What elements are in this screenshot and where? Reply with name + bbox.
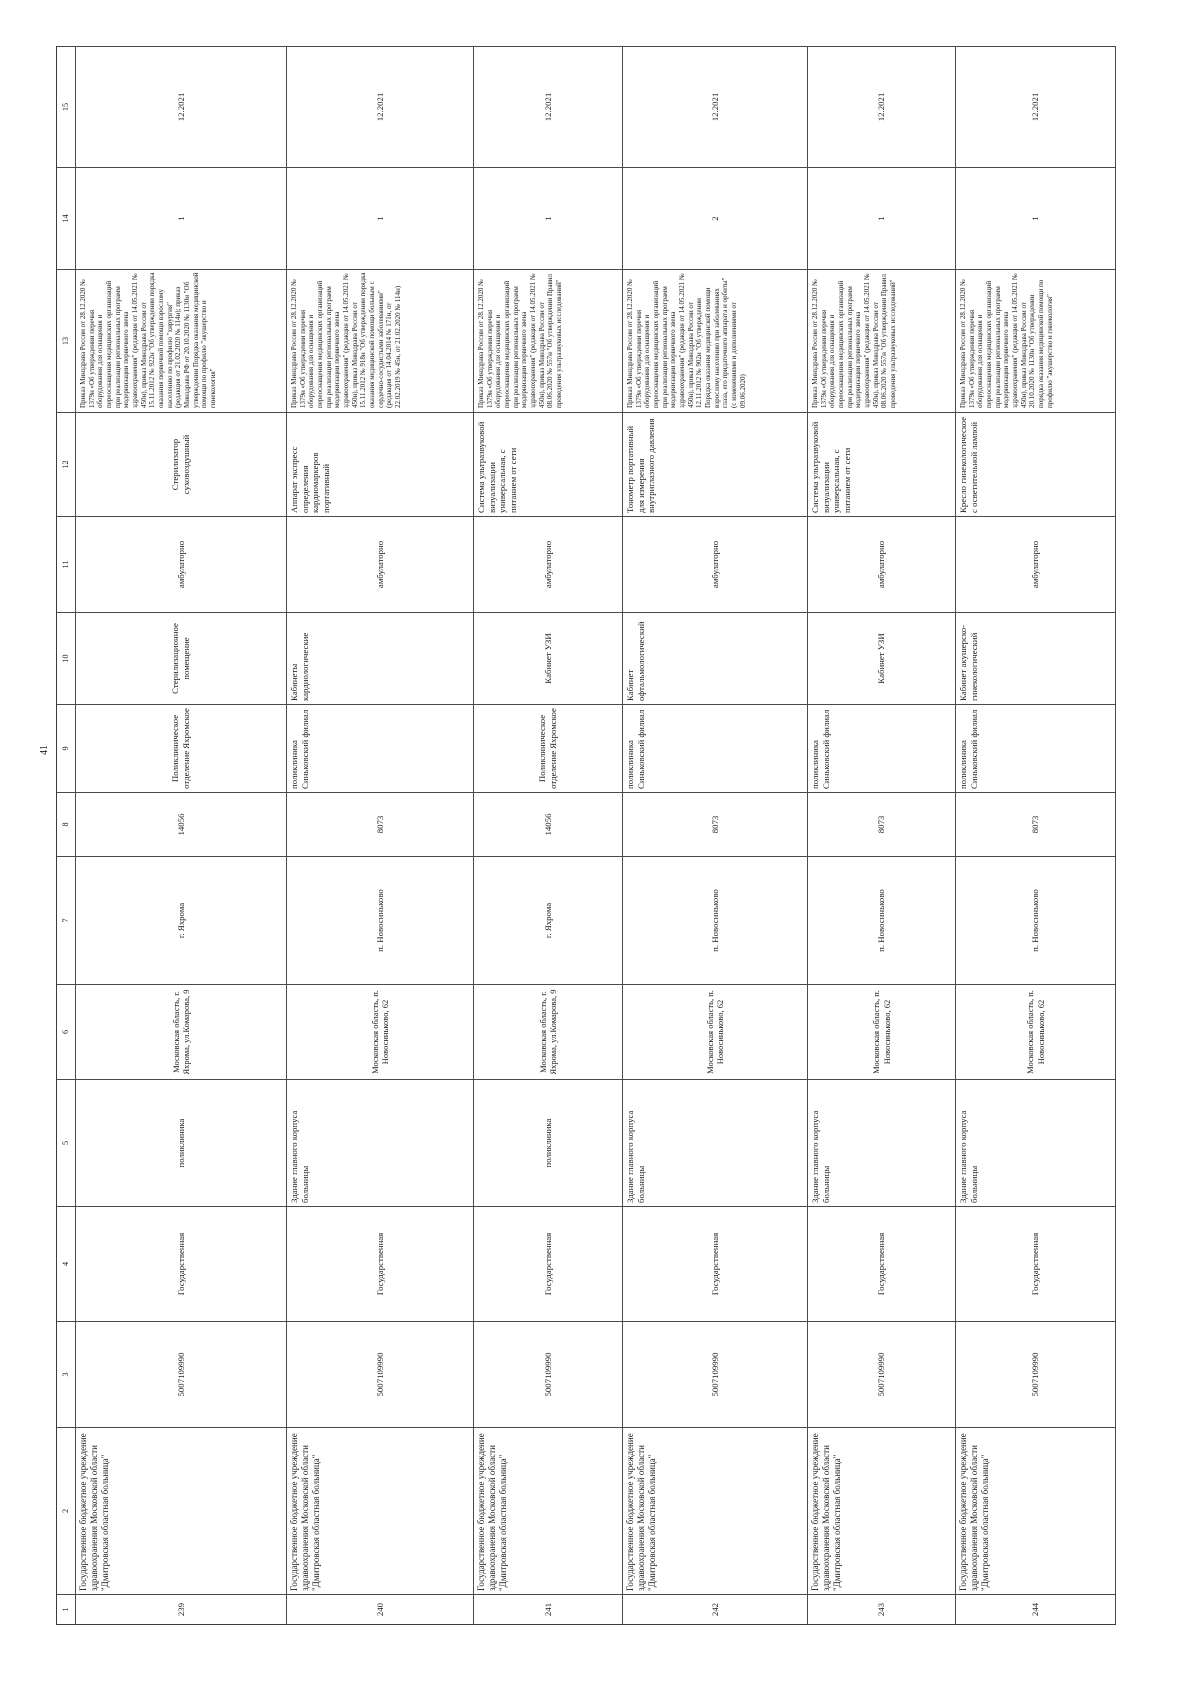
row242-room: Кабинет офтальмологический: [623, 612, 808, 704]
row241-inn: 5007109990: [474, 1321, 623, 1427]
col-header-10: 10: [57, 612, 76, 704]
row242-building: Здание главного корпуса больницы: [623, 1079, 808, 1206]
row239-address: Московская область, г. Яхрома, ул.Комарова, 9: [76, 984, 287, 1079]
row240-organization: Государственное бюджетное учреждение здравоохранения Московской области "Дмитровская областная больница": [287, 1427, 474, 1594]
page-number: 41: [39, 745, 50, 755]
row239-care-type: амбулаторно: [76, 516, 287, 612]
col-header-15: 15: [57, 46, 76, 167]
row240-quantity: 1: [287, 167, 474, 269]
row240-num: 240: [287, 1594, 474, 1624]
row243-address: Московская область, п. Новосиньково, 62: [808, 984, 956, 1079]
row240-address: Московская область, п. Новосиньково, 62: [287, 984, 474, 1079]
row242-legal-basis: Приказ Минздрава России от 28.12.2020 № 1379н «Об утверждении перечня оборудования для оснащения и переоснащения медицинских организаций при реализации региональных программ модернизации первичного звена здравоохранения" (редакция от 14.05.2021 № 450н), приказ Минздрава России от 12.11.2012 № 902н "Об утверждении Порядка оказания медицинской помощи взрослому населению при заболеваниях глаза, его придаточного аппарата и орбиты" (с изменениями и дополнениями от 09.06.2020): [623, 269, 808, 412]
col-header-8: 8: [57, 792, 76, 856]
row240-care-type: амбулаторно: [287, 516, 474, 612]
row243-quantity: 1: [808, 167, 956, 269]
row243-settlement: п. Новосиньково: [808, 856, 956, 984]
row244-ownership: Государственная: [956, 1206, 1116, 1321]
row243-ownership: Государственная: [808, 1206, 956, 1321]
row239-num: 239: [76, 1594, 287, 1624]
row242-quantity: 2: [623, 167, 808, 269]
row243-care-type: амбулаторно: [808, 516, 956, 612]
row241-room: Кабинет УЗИ: [474, 612, 623, 704]
row241-quantity: 1: [474, 167, 623, 269]
row242-equipment: Тонометр портативный для измерения внутриглазного давления: [623, 412, 808, 516]
row244-organization: Государственное бюджетное учреждение здравоохранения Московской области "Дмитровская областная больница": [956, 1427, 1116, 1594]
row239-equipment: Стерилизатор суховоздушный: [76, 412, 287, 516]
col-header-1: 1: [57, 1594, 76, 1624]
row241-ownership: Государственная: [474, 1206, 623, 1321]
col-header-14: 14: [57, 167, 76, 269]
row240-ownership: Государственная: [287, 1206, 474, 1321]
row244-address: Московская область, п. Новосиньково, 62: [956, 984, 1116, 1079]
col-header-4: 4: [57, 1206, 76, 1321]
row242-organization: Государственное бюджетное учреждение здравоохранения Московской области "Дмитровская областная больница": [623, 1427, 808, 1594]
row241-date: 12.2021: [474, 46, 623, 167]
row242-ownership: Государственная: [623, 1206, 808, 1321]
col-header-12: 12: [57, 412, 76, 516]
row242-settlement: п. Новосиньково: [623, 856, 808, 984]
row242-code: 8073: [623, 792, 808, 856]
row241-code: 14056: [474, 792, 623, 856]
row240-department: поликлиника Синьковский филиал: [287, 704, 474, 792]
row243-equipment: Система ультразвуковой визуализации универсальная, с питанием от сети: [808, 412, 956, 516]
row244-equipment: Кресло гинекологическое с осветительной лампой: [956, 412, 1116, 516]
row244-quantity: 1: [956, 167, 1116, 269]
row241-equipment: Система ультразвуковой визуализации универсальная, с питанием от сети: [474, 412, 623, 516]
col-header-9: 9: [57, 704, 76, 792]
row241-building: поликлиника: [474, 1079, 623, 1206]
row241-legal-basis: Приказ Минздрава России от 28.12.2020 № 1379н «Об утверждении перечня оборудования для оснащения и переоснащения медицинских организаций при реализации региональных программ модернизации первичного звена здравоохранения" (редакция от 14.05.2021 № 450н), приказ Минздрава России от 08.06.2020 № 557н "Об утверждении Правил проведения ультразвуковых исследований": [474, 269, 623, 412]
row244-care-type: амбулаторно: [956, 516, 1116, 612]
row243-date: 12.2021: [808, 46, 956, 167]
row239-date: 12.2021: [76, 46, 287, 167]
col-header-5: 5: [57, 1079, 76, 1206]
row244-date: 12.2021: [956, 46, 1116, 167]
row243-legal-basis: Приказ Минздрава России от 28.12.2020 № 1379н «Об утверждении перечня оборудования для оснащения и переоснащения медицинских организаций при реализации региональных программ модернизации первичного звена здравоохранения" (редакция от 14.05.2021 № 450н), приказ Минздрава России от 08.06.2020 № 557н "Об утверждении Правил проведения ультразвуковых исследований": [808, 269, 956, 412]
row241-department: Поликлиническое отделение Яхромское: [474, 704, 623, 792]
row242-address: Московская область, п. Новосиньково, 62: [623, 984, 808, 1079]
row240-code: 8073: [287, 792, 474, 856]
row239-code: 14056: [76, 792, 287, 856]
row240-building: Здание главного корпуса больницы: [287, 1079, 474, 1206]
row242-department: поликлиника Синьковский филиал: [623, 704, 808, 792]
col-header-2: 2: [57, 1427, 76, 1594]
row240-date: 12.2021: [287, 46, 474, 167]
row244-settlement: п. Новосиньково: [956, 856, 1116, 984]
row242-inn: 5007109990: [623, 1321, 808, 1427]
row241-organization: Государственное бюджетное учреждение здравоохранения Московской области "Дмитровская областная больница": [474, 1427, 623, 1594]
row240-settlement: п. Новосиньково: [287, 856, 474, 984]
row243-num: 243: [808, 1594, 956, 1624]
row243-organization: Государственное бюджетное учреждение здравоохранения Московской области "Дмитровская областная больница": [808, 1427, 956, 1594]
row241-care-type: амбулаторно: [474, 516, 623, 612]
row243-inn: 5007109990: [808, 1321, 956, 1427]
row239-department: Поликлиническое отделение Яхромское: [76, 704, 287, 792]
row241-num: 241: [474, 1594, 623, 1624]
row239-room: Стерилизационное помещение: [76, 612, 287, 704]
equipment-table: [56, 46, 1116, 1625]
row244-room: Кабинет акушерско-гинекологический: [956, 612, 1116, 704]
row239-inn: 5007109990: [76, 1321, 287, 1427]
col-header-11: 11: [57, 516, 76, 612]
col-header-7: 7: [57, 856, 76, 984]
row243-room: Кабинет УЗИ: [808, 612, 956, 704]
row240-room: Кабинеты кардиологические: [287, 612, 474, 704]
row241-settlement: г. Яхрома: [474, 856, 623, 984]
row239-building: поликлиника: [76, 1079, 287, 1206]
row242-date: 12.2021: [623, 46, 808, 167]
col-header-3: 3: [57, 1321, 76, 1427]
row244-building: Здание главного корпуса больницы: [956, 1079, 1116, 1206]
row243-code: 8073: [808, 792, 956, 856]
row244-code: 8073: [956, 792, 1116, 856]
row244-department: поликлиника Синьковский филиал: [956, 704, 1116, 792]
row240-equipment: Аппарат экспресс определения кардиомаркеров портативный: [287, 412, 474, 516]
landscape-table-area: [39, 47, 1115, 1625]
row244-inn: 5007109990: [956, 1321, 1116, 1427]
row242-care-type: амбулаторно: [623, 516, 808, 612]
row239-quantity: 1: [76, 167, 287, 269]
col-header-6: 6: [57, 984, 76, 1079]
row244-num: 244: [956, 1594, 1116, 1624]
row239-settlement: г. Яхрома: [76, 856, 287, 984]
col-header-13: 13: [57, 269, 76, 412]
row239-organization: Государственное бюджетное учреждение здравоохранения Московской области "Дмитровская областная больница": [76, 1427, 287, 1594]
row243-department: поликлиника Синьковский филиал: [808, 704, 956, 792]
row240-legal-basis: Приказ Минздрава России от 28.12.2020 № 1379н «Об утверждении перечня оборудования для оснащения и переоснащения медицинских организаций при реализации региональных программ модернизации первичного звена здравоохранения" (редакция от 14.05.2021 № 450н), приказ Минздрава России от 15.11.2012 № 918н "Об утверждении порядка оказания медицинской помощи больным с сердечно-сосудистыми заболеваниями" (редакция от 14.04.2014 № 171н, от 22.02.2019 № 45н, от 21.02.2020 № 114н): [287, 269, 474, 412]
row239-legal-basis: Приказ Минздрава России от 28.12.2020 № 1379н «Об утверждении перечня оборудования для оснащения и переоснащения медицинских организаций при реализации региональных программ модернизации первичного звена здравоохранения" (редакция от 14.05.2021 № 450н), приказ Минздрава России от 15.11.2012 № 922н "Об утверждении порядка оказания первичной помощи взрослому населению по профилю "хирургия" (редакция от 21.02.2020 № 114н); приказ Минздрава РФ от 20.10.2020 № 1130н "Об утверждении Порядка оказания медицинской помощи по профилю "акушерство и гинекология": [76, 269, 287, 412]
row244-legal-basis: Приказ Минздрава России от 28.12.2020 № 1379н «Об утверждении перечня оборудования для оснащения и переоснащения медицинских организаций при реализации региональных программ модернизации первичного звена здравоохранения" (редакция от 14.05.2021 № 450н), приказ Минздрава России от 20.10.2020 № 1130н "Об утверждении порядка оказания медицинской помощи по профилю "акушерство и гинекология": [956, 269, 1116, 412]
row242-num: 242: [623, 1594, 808, 1624]
row239-ownership: Государственная: [76, 1206, 287, 1321]
row243-building: Здание главного корпуса больницы: [808, 1079, 956, 1206]
row240-inn: 5007109990: [287, 1321, 474, 1427]
row241-address: Московская область, г. Яхрома, ул.Комарова, 9: [474, 984, 623, 1079]
